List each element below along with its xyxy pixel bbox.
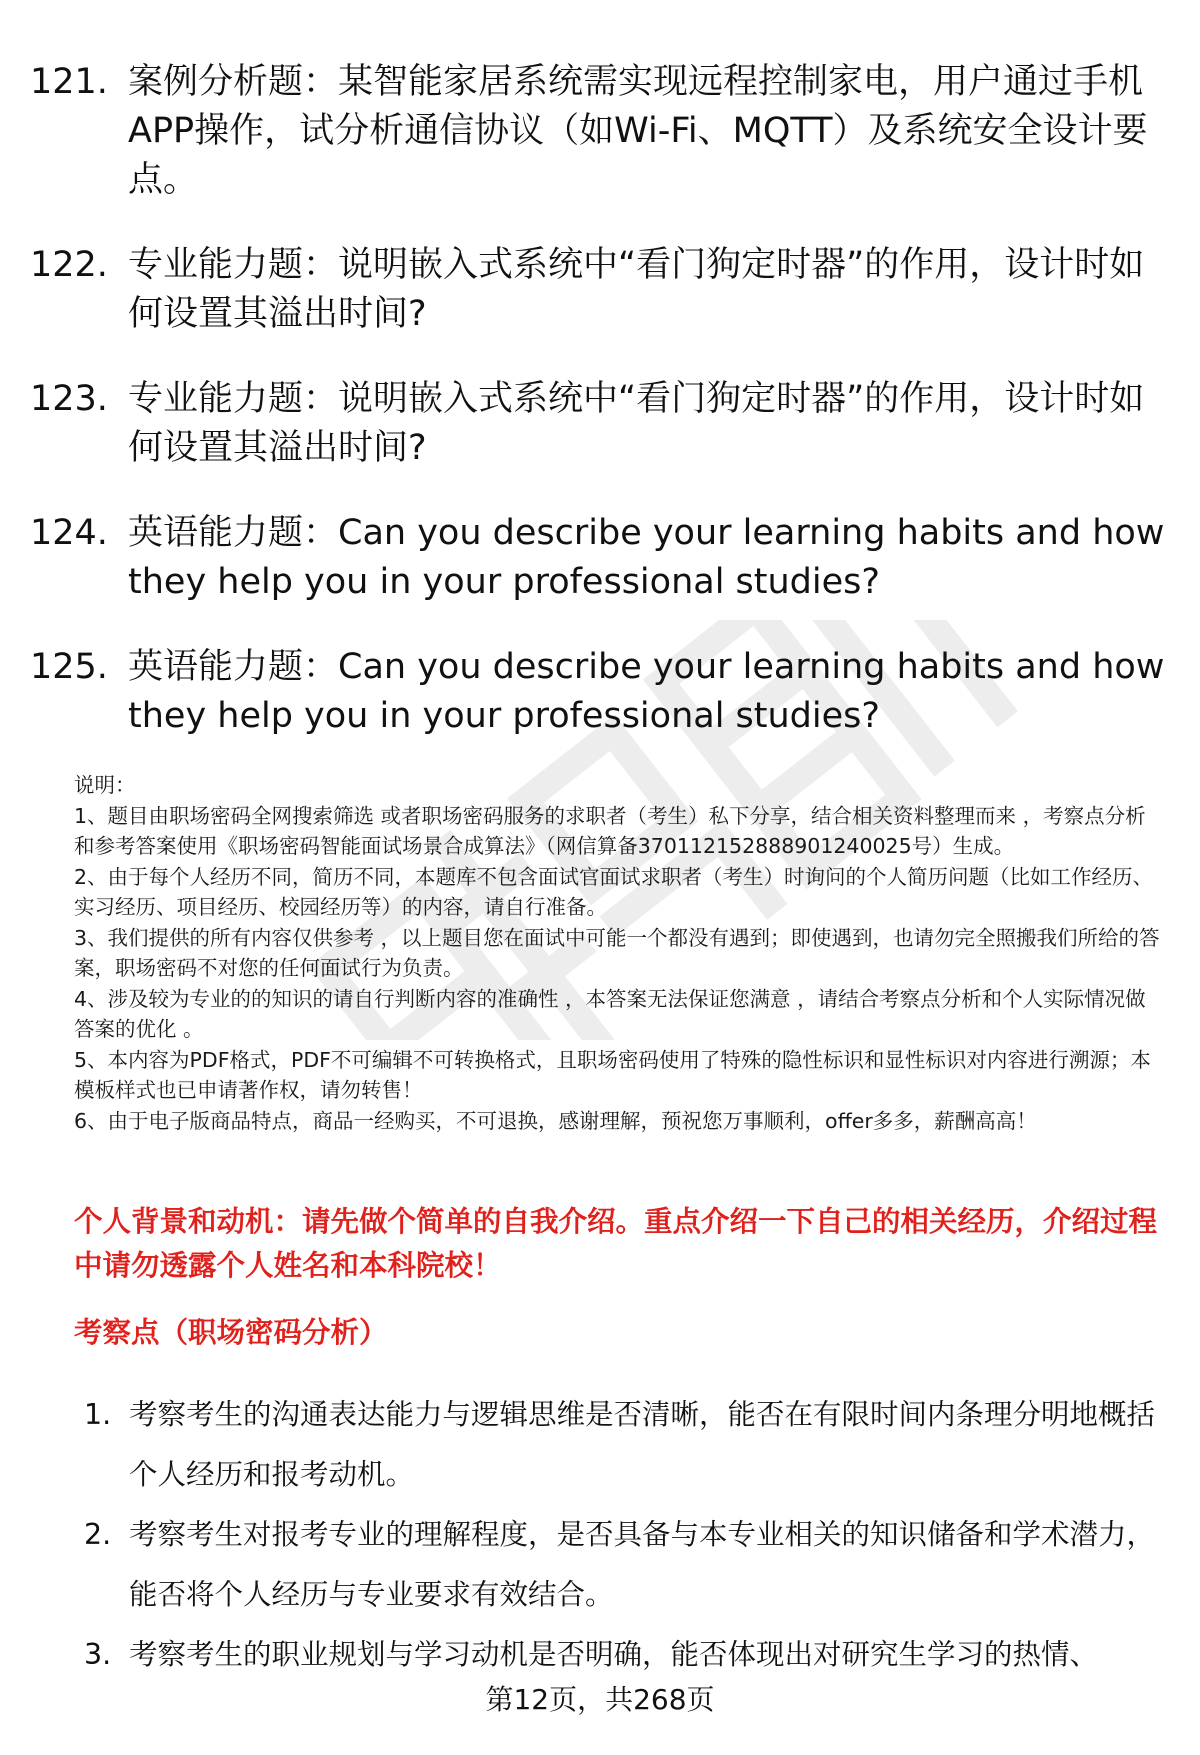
question-item (30, 375, 1170, 473)
question-number: 125. (30, 647, 108, 687)
exam-point-number: 2. (84, 1518, 112, 1551)
question-text: 案例分析题：某智能家居系统需实现远程控制家电，用户通过手机APP操作，试分析通信协议（如Wi-Fi、MQTT）及系统安全设计要点。 (128, 62, 1148, 200)
exam-point-item (74, 1625, 1164, 1685)
exam-point-text: 考察考生对报考专业的理解程度，是否具备与本专业相关的知识储备和学术潜力，能否将个人经历与专业要求有效结合。 (129, 1518, 1156, 1611)
question-number: 123. (30, 379, 108, 419)
exam-point-text: 考察考生的职业规划与学习动机是否明确，能否体现出对研究生学习的热情、 (129, 1638, 1099, 1671)
question-number: 124. (30, 513, 108, 553)
exam-points-title: 考察点（职场密码分析） (74, 1316, 388, 1349)
exam-point-item (74, 1385, 1164, 1505)
note-item: 5、本内容为PDF格式，PDF不可编辑不可转换格式，且职场密码使用了特殊的隐性标识和显性标识对内容进行溯源；本模板样式也已申请著作权，请勿转售！ (74, 1047, 1151, 1102)
notes-title: 说明： (74, 773, 136, 797)
exam-point-number: 1. (84, 1398, 112, 1431)
question-text: 英语能力题：Can you describe your learning habits and how they help you in your professional studies? (128, 513, 1165, 602)
question-item (30, 643, 1170, 741)
question-number: 121. (30, 62, 108, 102)
question-item (30, 509, 1170, 607)
question-text: 专业能力题：说明嵌入式系统中“看门狗定时器”的作用，设计时如何设置其溢出时间? (128, 245, 1145, 334)
note-item: 2、由于每个人经历不同，简历不同，本题库不包含面试官面试求职者（考生）时询问的个人简历问题（比如工作经历、实习经历、项目经历、校园经历等）的内容，请自行准备。 (74, 864, 1154, 919)
question-text: 专业能力题：说明嵌入式系统中“看门狗定时器”的作用，设计时如何设置其溢出时间? (128, 379, 1145, 468)
note-item: 1、题目由职场密码全网搜索筛选 或者职场密码服务的求职者（考生）私下分享，结合相关资料整理而来 ，考察点分析和参考答案使用《职场密码智能面试场景合成算法》（网信算备370112152888901240025号）生成。 (74, 803, 1146, 858)
page-footer: 第12页，共268页 (485, 1683, 715, 1716)
exam-points-list (74, 1385, 1164, 1685)
notes-section (74, 770, 1160, 1136)
question-item (30, 58, 1170, 205)
background-question: 个人背景和动机：请先做个简单的自我介绍。重点介绍一下自己的相关经历，介绍过程中请勿透露个人姓名和本科院校！ (74, 1205, 1158, 1282)
question-list (30, 58, 1170, 777)
note-item: 4、涉及较为专业的的知识的请自行判断内容的准确性 ，本答案无法保证您满意 ，请结合考察点分析和个人实际情况做答案的优化 。 (74, 986, 1146, 1041)
exam-point-item (74, 1505, 1164, 1625)
exam-point-text: 考察考生的沟通表达能力与逻辑思维是否清晰，能否在有限时间内条理分明地概括个人经历和报考动机。 (129, 1398, 1156, 1491)
note-item: 6、由于电子版商品特点，商品一经购买，不可退换，感谢理解，预祝您万事顺利，offer多多，薪酬高高！ (74, 1108, 1037, 1133)
question-item (30, 241, 1170, 339)
question-number: 122. (30, 245, 108, 285)
note-item: 3、我们提供的所有内容仅供参考 ，以上题目您在面试中可能一个都没有遇到；即使遇到，也请勿完全照搬我们所给的答案，职场密码不对您的任何面试行为负责。 (74, 925, 1160, 980)
exam-point-number: 3. (84, 1638, 112, 1671)
question-text: 英语能力题：Can you describe your learning habits and how they help you in your professional studies? (128, 647, 1165, 736)
